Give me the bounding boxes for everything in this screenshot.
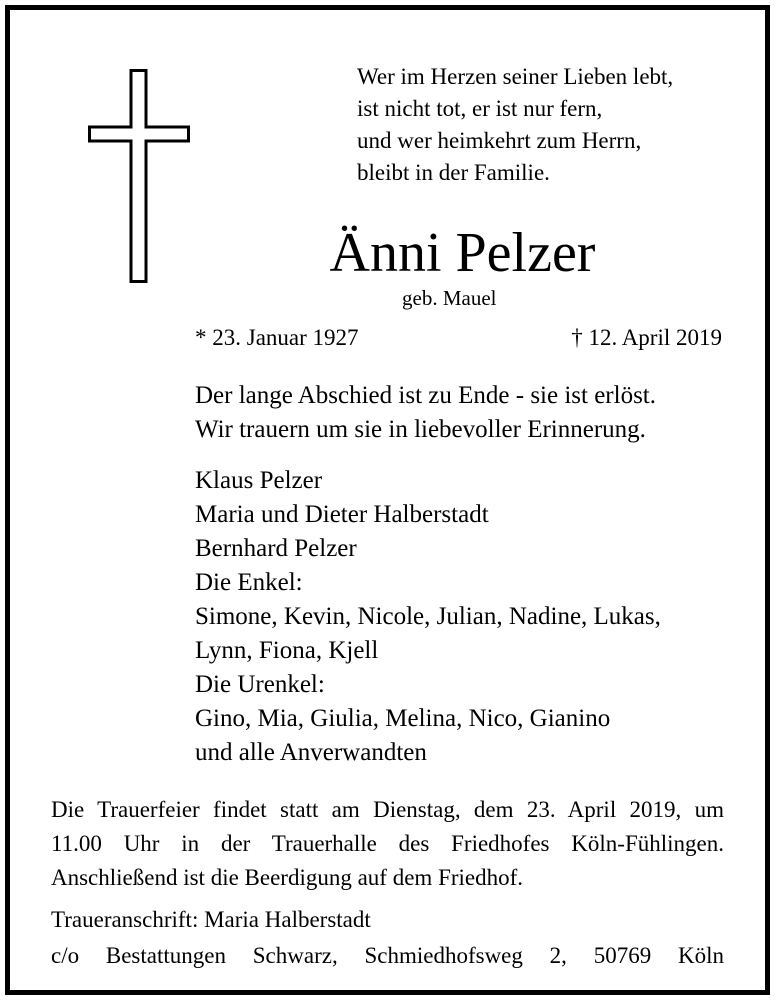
ceremony-line: Die Trauerfeier findet statt am Dienstag, dem 23. April 2019, um bbox=[51, 797, 724, 822]
mourning-line: Der lange Abschied ist zu Ende - sie ist erlöst. bbox=[195, 382, 656, 409]
quote-line: und wer heimkehrt zum Herrn, bbox=[357, 128, 642, 153]
family-line: Maria und Dieter Halberstadt bbox=[195, 501, 489, 528]
quote-line: ist nicht tot, er ist nur fern, bbox=[357, 96, 603, 121]
death-date: † 12. April 2019 bbox=[571, 325, 722, 350]
family-list bbox=[195, 464, 661, 770]
mourning-address bbox=[51, 902, 724, 974]
quote-line: Wer im Herzen seiner Lieben lebt, bbox=[357, 64, 674, 89]
address-label: Traueranschrift: Maria Halberstadt bbox=[51, 907, 371, 932]
ceremony-line: 11.00 Uhr in der Trauerhalle des Friedhofes Köln-Fühlingen. bbox=[51, 831, 724, 856]
ceremony-info bbox=[51, 793, 724, 895]
mourning-text bbox=[195, 379, 656, 447]
family-line: und alle Anverwandten bbox=[195, 739, 427, 766]
family-line: Klaus Pelzer bbox=[195, 467, 323, 494]
birth-date: * 23. Januar 1927 bbox=[195, 325, 359, 350]
family-line: Lynn, Fiona, Kjell bbox=[195, 637, 379, 664]
family-line: Bernhard Pelzer bbox=[195, 535, 357, 562]
mourning-line: Wir trauern um sie in liebevoller Erinnerung. bbox=[195, 416, 646, 443]
memorial-quote bbox=[357, 61, 673, 189]
quote-line: bleibt in der Familie. bbox=[357, 160, 550, 185]
address-line: c/o Bestattungen Schwarz, Schmiedhofsweg 2, 50769 Köln bbox=[51, 943, 724, 968]
maiden-name: geb. Mauel bbox=[402, 286, 497, 310]
ceremony-line: Anschließend ist die Beerdigung auf dem Friedhof. bbox=[51, 865, 524, 890]
family-line: Gino, Mia, Giulia, Melina, Nico, Gianino bbox=[195, 705, 611, 732]
family-line: Die Enkel: bbox=[195, 569, 303, 596]
deceased-name: Änni Pelzer bbox=[329, 222, 596, 284]
family-line: Die Urenkel: bbox=[195, 671, 325, 698]
family-line: Simone, Kevin, Nicole, Julian, Nadine, Lukas, bbox=[195, 603, 661, 630]
